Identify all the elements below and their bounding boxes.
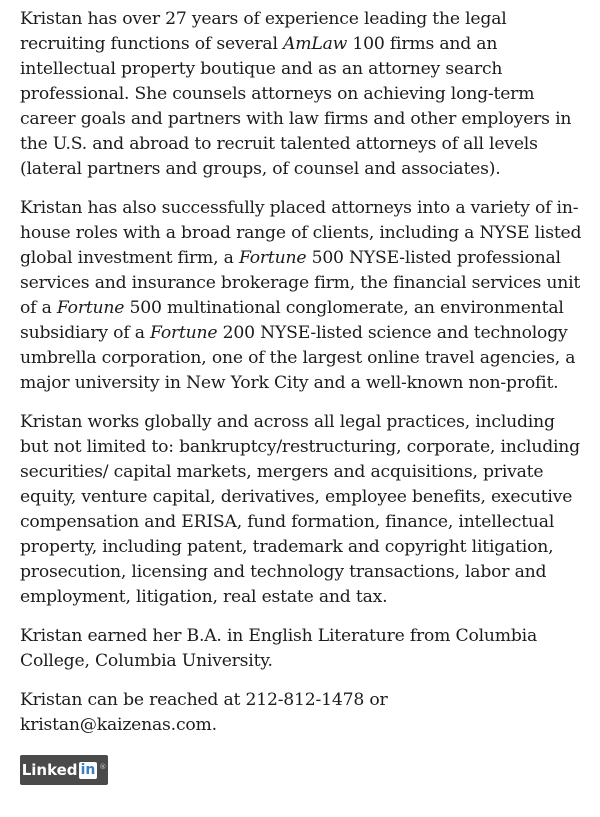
bio-paragraph-placements bbox=[20, 196, 585, 396]
linkedin-logo-icon bbox=[22, 761, 107, 779]
linkedin-button[interactable] bbox=[20, 755, 108, 785]
fortune-italic: Fortune bbox=[150, 323, 218, 343]
bio-paragraph-contact: Kristan can be reached at 212-812-1478 or kristan@kaizenas.com. bbox=[20, 690, 388, 735]
linkedin-in-badge: in bbox=[80, 761, 96, 778]
bio-paragraph-education: Kristan earned her B.A. in English Literature from Columbia College, Columbia University. bbox=[20, 626, 538, 671]
amlaw-italic: AmLaw bbox=[283, 34, 348, 54]
fortune-italic: Fortune bbox=[56, 298, 125, 318]
registered-mark: ® bbox=[99, 763, 107, 771]
bio-text-segment: Kristan has also successfully placed attorneys into a variety of in-house roles with a broad range of clients, including a NYSE listed global investment firm, a bbox=[20, 198, 582, 268]
bio-text-segment: 200 NYSE-listed science and technology umbrella corporation, one of the largest online travel agencies, a major university in New York City and a well-known non-profit. bbox=[20, 323, 576, 393]
bio-paragraph-practices: Kristan works globally and across all legal practices, including but not limited to: bankruptcy/restructuring, corporate, including securities/ capital markets, mergers and acquisitions, private equity, venture capital, derivatives, employee benefits, executive compensation and ERISA, fund formation, finance, intellectual property, including patent, trademark and copyright litigation, prosecution, licensing and technology transactions, labor and employment, litigation, real estate and tax. bbox=[20, 412, 580, 607]
fortune-italic: Fortune bbox=[238, 248, 307, 268]
bio-text-segment: Kristan has over 27 years of experience leading the legal recruiting functions of several bbox=[20, 9, 507, 54]
bio-text-segment: 100 firms and an intellectual property boutique and as an attorney search professional. She counsels attorneys on achieving long-term career goals and partners with law firms and other employers in the U.S. and abroad to recruit talented attorneys of all levels (lateral partners and groups, of counsel and associates). bbox=[20, 34, 572, 179]
linkedin-label: Linked bbox=[21, 761, 78, 779]
bio-paragraph-experience bbox=[20, 7, 585, 182]
bio-text-segment: 500 multinational conglomerate, an environmental subsidiary of a bbox=[20, 298, 564, 343]
bio-text bbox=[20, 7, 585, 752]
bio-text-segment: 500 NYSE-listed professional services and insurance brokerage firm, the financial services unit of a bbox=[20, 248, 581, 318]
